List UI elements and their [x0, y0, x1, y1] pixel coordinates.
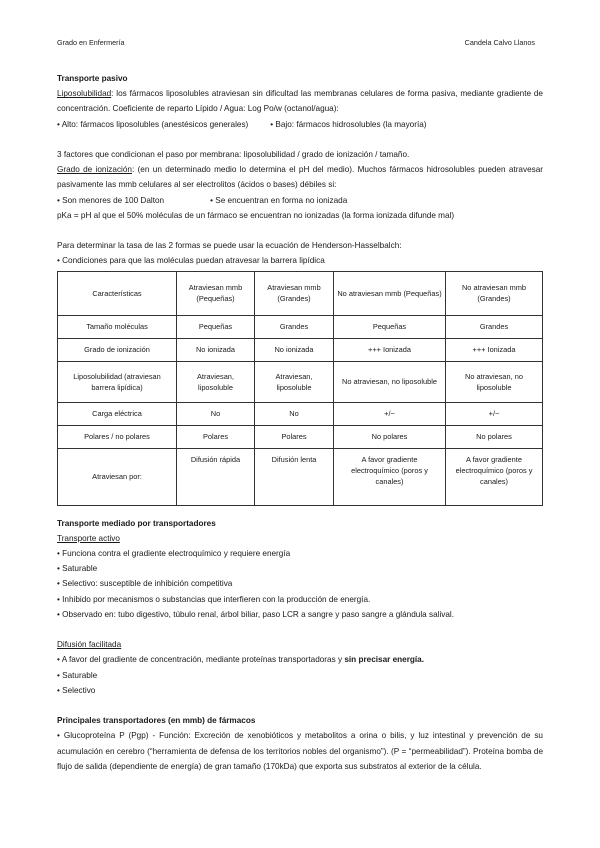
table-cell: +/−: [334, 402, 446, 425]
spacer: [57, 506, 543, 516]
table-cell: Atraviesan, liposoluble: [255, 361, 334, 402]
paragraph-pgp: • Glucoproteína P (Pgp) - Función: Excreción de xenobióticos y metabolitos a orina o bilis, y luz intestinal y prevención de su acumulación en cerebro (“herramienta de defensa de los territorios nobles del organismo”). (P = “permeabilidad”). Proteína bomba de flujo de salida (dependiente de energía) de gran tamaño (170kDa) que exporta sus substratos al exterior de la célula.: [57, 731, 543, 771]
table-cell: Difusión lenta: [255, 448, 334, 505]
text-liposolubility: : los fármacos liposolubles atraviesan sin dificultad las membranas celulares de forma pasiva, mediante gradiente de concentración. Coeficiente de reparto Lípido / Agua: Log Po/w (octanol/agua):: [57, 89, 543, 114]
list-item: • Selectivo: [57, 685, 96, 695]
bullet-low: • Bajo: fármacos hidrosolubles (la mayoría): [270, 119, 427, 129]
bullet-row-coefficient: [57, 117, 543, 132]
list-item: • Selectivo: susceptible de inhibición competitiva: [57, 579, 233, 589]
spacer: [57, 132, 543, 147]
list-item: • Observado en: tubo digestivo, túbulo renal, árbol biliar, paso LCR a sangre y paso sangre a glándula salival.: [57, 609, 455, 619]
table-cell: No ionizada: [177, 338, 255, 361]
table-cell: No polares: [334, 425, 446, 448]
table-cell: No ionizada: [255, 338, 334, 361]
characteristics-table: [57, 271, 543, 506]
table-header-row: [58, 271, 543, 315]
table-cell: Grandes: [255, 315, 334, 338]
bullet-conditions: • Condiciones para que las moléculas puedan atravesar la barrera lipídica: [57, 256, 325, 266]
table-cell: No atraviesan, no liposoluble: [334, 361, 446, 402]
list-item-bold-text: sin precisar energía.: [344, 655, 424, 665]
table-cell: Polares: [177, 425, 255, 448]
list-item: • Funciona contra el gradiente electroquímico y requiere energía: [57, 549, 291, 559]
list-item: • Saturable: [57, 564, 98, 574]
header-left: Grado en Enfermería: [57, 38, 125, 47]
table-cell: Pequeñas: [334, 315, 446, 338]
table-cell: Polares / no polares: [58, 425, 177, 448]
spacer: [57, 698, 543, 713]
section-title-passive: Transporte pasivo: [57, 74, 128, 83]
table-header-cell: Características: [58, 271, 177, 315]
table-row: [58, 361, 543, 402]
table-cell: Carga eléctrica: [58, 402, 177, 425]
table-cell: A favor gradiente electroquímico (poros y canales): [334, 448, 446, 505]
table-cell: Atraviesan, liposoluble: [177, 361, 255, 402]
subsection-title-active: Transporte activo: [57, 533, 120, 543]
table-row: [58, 402, 543, 425]
term-liposolubility: Liposolubilidad: [57, 89, 112, 99]
paragraph-henderson: Para determinar la tasa de las 2 formas se puede usar la ecuación de Henderson-Hasselbalch:: [57, 241, 402, 251]
bullet-high: • Alto: fármacos liposolubles (anestésicos generales): [57, 119, 249, 129]
bullet-nonionized: • Se encuentran en forma no ionizada: [210, 195, 348, 205]
section-title-mediated: Transporte mediado por transportadores: [57, 518, 216, 528]
header-right: Candela Calvo Llanos: [464, 38, 535, 47]
subsection-title-facilitated: Difusión facilitada: [57, 640, 122, 650]
table-cell: +/−: [446, 402, 543, 425]
table-row: [58, 315, 543, 338]
term-ionization: Grado de ionización: [57, 165, 132, 175]
section-title-transporters: Principales transportadores (en mmb) de fármacos: [57, 716, 256, 726]
table-cell: Pequeñas: [177, 315, 255, 338]
table-cell: A favor gradiente electroquímico (poros y canales): [446, 448, 543, 505]
spacer: [57, 223, 543, 238]
table-cell: Atraviesan por:: [58, 448, 177, 505]
content: [57, 71, 543, 774]
table-cell: No polares: [446, 425, 543, 448]
paragraph-pka: pKa = pH al que el 50% moléculas de un fármaco se encuentran no ionizadas (la forma ionizada difunde mal): [57, 210, 455, 220]
table-cell: Grandes: [446, 315, 543, 338]
table-cell: No: [177, 402, 255, 425]
paragraph-ionization: [57, 162, 543, 192]
table-header-cell: No atraviesan mmb (Grandes): [446, 271, 543, 315]
table-cell: No atraviesan, no liposoluble: [446, 361, 543, 402]
table-cell: +++ Ionizada: [446, 338, 543, 361]
text-ionization: : (en un determinado medio lo determina el pH del medio). Muchos fármacos hidrosolubles pueden atravesar pasivamente las mmb celulares al ser electrolitos (ácidos o bases) débiles si:: [57, 165, 544, 190]
list-item: • Saturable: [57, 670, 98, 680]
list-item: [57, 652, 543, 667]
paragraph-factors: 3 factores que condicionan el paso por membrana: liposolubilidad / grado de ionización / tamaño.: [57, 150, 410, 159]
paragraph-liposolubility: [57, 86, 543, 116]
table-cell: Grado de ionización: [58, 338, 177, 361]
table-row: [58, 425, 543, 448]
table-header-cell: Atraviesan mmb (Pequeñas): [177, 271, 255, 315]
spacer: [164, 193, 210, 208]
bullet-dalton: • Son menores de 100 Dalton: [57, 195, 165, 205]
table-row: [58, 448, 543, 505]
list-item-text: • A favor del gradiente de concentración, mediante proteínas transportadoras y: [57, 655, 345, 665]
list-item: • Inhibido por mecanismos o substancias que interfieren con la producción de energía.: [57, 594, 371, 604]
table-row: [58, 338, 543, 361]
bullet-row-ionization: [57, 193, 543, 208]
table-cell: +++ Ionizada: [334, 338, 446, 361]
table-header-cell: No atraviesan mmb (Pequeñas): [334, 271, 446, 315]
table-cell: No: [255, 402, 334, 425]
table-cell: Difusión rápida: [177, 448, 255, 505]
table-cell: Liposolubilidad (atraviesan barrera lipídica): [58, 361, 177, 402]
spacer: [57, 622, 543, 637]
table-cell: Tamaño moléculas: [58, 315, 177, 338]
table-cell: Polares: [255, 425, 334, 448]
table-header-cell: Atraviesan mmb (Grandes): [255, 271, 334, 315]
